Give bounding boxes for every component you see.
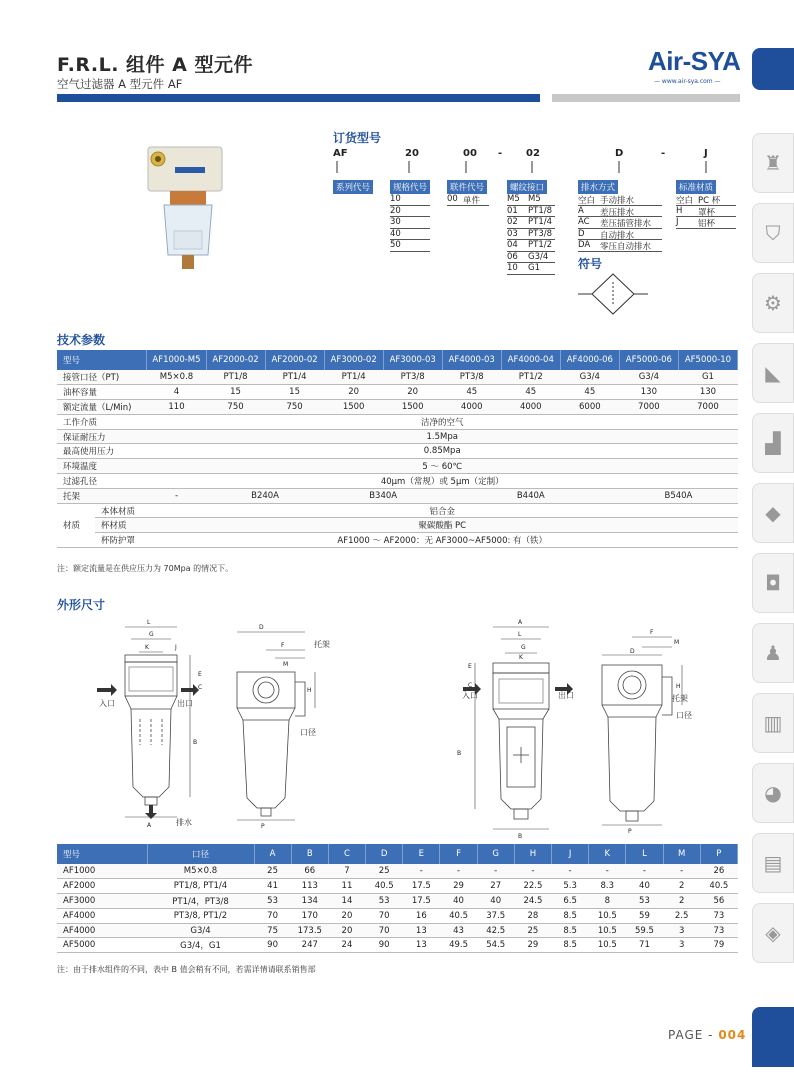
thread-label: 螺纹接口 [507, 180, 547, 194]
spec-row: 油杯容量 4 15 15 20 20 45 45 45 130 130 [57, 385, 738, 400]
svg-text:E: E [468, 663, 472, 670]
spec-row: 额定流量（L/Min) 110 750 750 1500 1500 4000 4000 6000 7000 7000 [57, 400, 738, 415]
svg-text:P: P [628, 828, 632, 835]
label-port-2: 口径 [676, 711, 692, 720]
svg-text:F: F [281, 642, 285, 649]
svg-text:H: H [676, 683, 681, 690]
label-bracket: 托架 [314, 640, 330, 649]
solenoid-icon: ▟ [765, 431, 781, 455]
model-header: AF2000-02 [265, 350, 324, 370]
svg-text:K: K [519, 654, 523, 661]
thread-item: M5 M5 [507, 194, 555, 206]
svg-text:L: L [147, 619, 151, 626]
drawing-small-front [95, 615, 215, 830]
thread-item: 03 PT3/8 [507, 229, 555, 241]
order-title: 订货型号 [333, 131, 382, 145]
spec-row: 最高使用压力 0.85Mpa [57, 444, 738, 459]
label-drain: 排水 [176, 818, 192, 827]
size-item: 40 [390, 229, 430, 241]
spec-table [57, 350, 738, 548]
dims-row: AF4000 PT3/8, PT1/2 70 170 20 70 16 40.5 37.5 28 8.5 10.5 59 2.5 73 [57, 908, 738, 923]
size-item: 20 [390, 206, 430, 218]
material-list [676, 194, 736, 229]
model-header: AF4000-03 [442, 350, 501, 370]
side-tab-cylinder[interactable] [752, 483, 794, 543]
filter-symbol [578, 272, 648, 318]
model-header: AF4000-06 [560, 350, 619, 370]
side-tab-accessory[interactable] [752, 903, 794, 963]
page-number: PAGE - 004 [668, 1028, 747, 1042]
label-inlet-2: 入口 [462, 691, 478, 700]
drain-item: A 差压排水 [578, 206, 662, 218]
code-size: 20 [405, 148, 419, 159]
model-header: AF5000-10 [678, 350, 737, 370]
material-item: J 铝杯 [676, 217, 736, 229]
svg-text:M: M [283, 661, 289, 668]
drawing-large-front [455, 615, 585, 840]
side-tab-valve[interactable] [752, 273, 794, 333]
thread-item: 04 PT1/2 [507, 240, 555, 252]
code-material: J [704, 148, 708, 159]
svg-text:D: D [259, 624, 264, 631]
series-label: 系列代号 [333, 180, 373, 194]
svg-text:A: A [518, 619, 523, 626]
spec-row-material: 杯防护罩 AF1000 ～ AF2000：无 AF3000~AF5000: 有（铁） [57, 533, 738, 548]
svg-text:B: B [457, 750, 462, 757]
side-tab-fitting[interactable] [752, 343, 794, 403]
model-header: AF2000-02 [206, 350, 265, 370]
silencer-icon: ▤ [763, 851, 783, 875]
model-header: AF3000-03 [383, 350, 442, 370]
drawing-small-side [225, 620, 335, 830]
inlet-arrow-icon [97, 684, 117, 696]
drain-list [578, 194, 662, 252]
thread-item: 02 PT1/4 [507, 217, 555, 229]
size-item: 10 [390, 194, 430, 206]
product-image [140, 135, 230, 280]
regulator-icon: ♟ [764, 641, 782, 665]
svg-text:B: B [193, 739, 198, 746]
size-item: 50 [390, 240, 430, 252]
link-label: 联件代号 [447, 180, 487, 194]
side-tab-filter[interactable] [752, 203, 794, 263]
dims-row: AF2000 PT1/8, PT1/4 41 113 11 40.5 17.5 29 27 22.5 5.3 8.3 40 2 40.5 [57, 879, 738, 894]
code-link: 00 [463, 148, 477, 159]
code-dash1: - [498, 148, 503, 159]
drawing-large-side [590, 625, 700, 840]
svg-text:P: P [261, 823, 265, 830]
manifold-icon: ▥ [763, 711, 783, 735]
side-tab-top [752, 48, 794, 90]
svg-text:J: J [175, 644, 177, 651]
svg-text:E: E [198, 671, 202, 678]
header-bar [57, 94, 540, 102]
brand-logo: Air-SYA [648, 46, 741, 76]
spec-row-bracket: 托架 - B240A B340A B440A B540A [57, 488, 738, 503]
fitting-icon: ◣ [765, 361, 781, 385]
svg-text:A: A [147, 822, 152, 829]
thread-item: 06 G3/4 [507, 252, 555, 264]
spec-header-label: 型号 [57, 350, 147, 370]
drain-label: 排水方式 [578, 180, 618, 194]
spec-row-material: 材质 本体材质 铝合金 [57, 503, 738, 518]
svg-text:M: M [674, 639, 680, 646]
filter-icon: ⛉ [765, 221, 781, 245]
size-list [390, 194, 430, 252]
svg-text:G: G [149, 631, 154, 638]
side-tab-solenoid[interactable] [752, 413, 794, 473]
side-tab-frl[interactable] [752, 133, 794, 193]
frl-icon: ♜ [764, 151, 782, 175]
label-inlet: 入口 [99, 699, 115, 708]
dims-row: AF1000 M5×0.8 25 66 7 25 - - - - - - - - 26 [57, 864, 738, 879]
dims-header-row: 型号 口径 A B C D E F G H J K L M P [57, 844, 738, 864]
label-port: 口径 [300, 728, 316, 737]
actuator-icon: ◘ [765, 571, 781, 595]
side-tab-silencer[interactable] [752, 833, 794, 893]
spec-row-material: 杯材质 聚碳酸酯 PC [57, 518, 738, 533]
model-header: AF1000-M5 [147, 350, 206, 370]
link-list [447, 194, 489, 206]
side-tab-manifold[interactable] [752, 693, 794, 753]
size-label: 规格代号 [390, 180, 430, 194]
spec-row: 接管口径（PT) M5×0.8 PT1/8 PT1/4 PT1/4 PT3/8 PT3/8 PT1/2 G3/4 G3/4 G1 [57, 370, 738, 385]
dims-row: AF4000 G3/4 75 173.5 20 70 13 43 42.5 25 8.5 10.5 59.5 3 73 [57, 923, 738, 938]
code-ticks [330, 161, 730, 175]
drain-item: AC 差压插管排水 [578, 217, 662, 229]
svg-text:C: C [198, 684, 203, 691]
spec-header-row [57, 350, 738, 370]
label-outlet: 出口 [177, 699, 193, 708]
elbow-icon: ◕ [764, 781, 782, 805]
dims-title: 外形尺寸 [57, 598, 106, 612]
material-item: H 罩杯 [676, 206, 736, 218]
code-dash2: - [661, 148, 666, 159]
svg-text:G: G [521, 644, 526, 651]
side-tab-regulator[interactable] [752, 623, 794, 683]
spec-row: 工作介质 洁净的空气 [57, 414, 738, 429]
valve-icon: ⚙ [764, 291, 782, 315]
model-header: AF4000-04 [501, 350, 560, 370]
link-item: 00 单件 [447, 194, 489, 206]
model-header: AF3000-02 [324, 350, 383, 370]
accessory-icon: ◈ [765, 921, 781, 945]
code-thread: 02 [526, 148, 540, 159]
cylinder-icon: ◆ [765, 501, 781, 525]
size-item: 30 [390, 217, 430, 229]
page-title: F.R.L. 组件 A 型元件 [57, 54, 253, 76]
thread-list [507, 194, 555, 275]
page-subtitle: 空气过滤器 A 型元件 AF [57, 77, 183, 91]
spec-row: 保证耐压力 1.5Mpa [57, 429, 738, 444]
label-outlet-2: 出口 [558, 691, 574, 700]
spec-row: 环境温度 5 ～ 60℃ [57, 459, 738, 474]
tech-note: 注：额定流量是在供应压力为 70Mpa 的情况下。 [57, 564, 234, 573]
side-tab-actuator[interactable] [752, 553, 794, 613]
svg-text:K: K [145, 644, 149, 651]
code-series: AF [333, 148, 348, 159]
drain-item: 空白 手动排水 [578, 194, 662, 206]
svg-text:L: L [518, 631, 522, 638]
header-bar-gray [552, 94, 740, 102]
svg-text:F: F [650, 629, 654, 636]
side-tab-elbow[interactable] [752, 763, 794, 823]
material-label: 标准材质 [676, 180, 716, 194]
model-header: AF5000-06 [619, 350, 678, 370]
dims-row: AF5000 G3/4，G1 90 247 24 90 13 49.5 54.5 29 8.5 10.5 71 3 79 [57, 938, 738, 953]
dims-row: AF3000 PT1/4，PT3/8 53 134 14 53 17.5 40 40 24.5 6.5 8 53 2 56 [57, 894, 738, 909]
tech-title: 技术参数 [57, 333, 106, 347]
dims-note: 注：由于排水组件的不同，表中 B 值会稍有不同，若需详情请联系销售部 [57, 965, 316, 974]
code-drain: D [615, 148, 624, 159]
thread-item: 01 PT1/8 [507, 206, 555, 218]
drain-item: D 自动排水 [578, 229, 662, 241]
svg-text:B: B [518, 833, 523, 840]
brand-url: — www.air-sya.com — [654, 78, 721, 85]
side-tab-bottom [752, 1007, 794, 1067]
svg-text:D: D [630, 648, 635, 655]
material-item: 空白 PC 杯 [676, 194, 736, 206]
drain-item: DA 零压自动排水 [578, 240, 662, 252]
thread-item: 10 G1 [507, 263, 555, 275]
label-bracket-2: 托架 [672, 694, 688, 703]
spec-row: 过滤孔径 40μm（常规）或 5μm（定制） [57, 474, 738, 489]
symbol-title: 符号 [578, 257, 603, 271]
svg-text:C: C [468, 682, 473, 689]
svg-text:H: H [307, 687, 312, 694]
dims-table [57, 844, 738, 953]
